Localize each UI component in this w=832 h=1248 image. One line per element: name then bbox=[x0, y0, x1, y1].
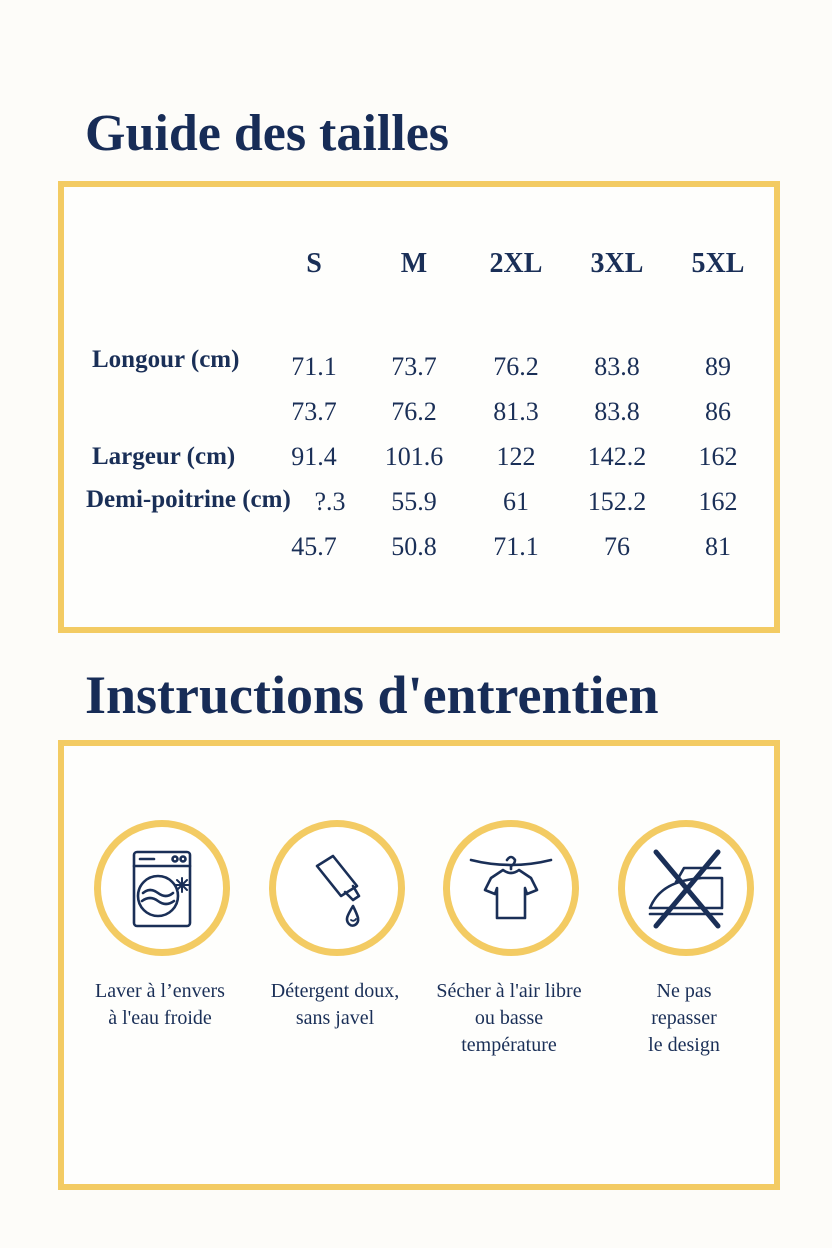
table-cell: 76.2 bbox=[391, 397, 437, 426]
hang-dry-shirt-icon bbox=[461, 838, 561, 938]
care-label-line: Ne pas bbox=[656, 980, 712, 1002]
table-cell: 142.2 bbox=[587, 442, 647, 471]
care-label-line: à l'eau froide bbox=[108, 1007, 212, 1029]
table-cell: 50.8 bbox=[391, 532, 437, 561]
table-cell: 86 bbox=[705, 397, 731, 426]
column-header-m: M bbox=[400, 248, 428, 279]
row-label-longueur: Longour (cm) bbox=[92, 346, 240, 373]
care-label-wash bbox=[70, 978, 250, 1032]
care-icon-circle bbox=[94, 820, 230, 956]
care-icon-circle bbox=[618, 820, 754, 956]
column-header-2xl: 2XL bbox=[489, 248, 543, 279]
row-label-largeur: Largeur (cm) bbox=[92, 443, 236, 470]
care-label-line: ou basse bbox=[474, 1007, 544, 1029]
washing-machine-cold-icon bbox=[112, 838, 212, 938]
care-label-line: température bbox=[461, 1034, 557, 1056]
table-cell: 81.3 bbox=[493, 397, 539, 426]
care-label-detergent bbox=[245, 978, 425, 1032]
table-cell: 55.9 bbox=[391, 487, 437, 516]
table-cell: 162 bbox=[698, 442, 738, 471]
table-cell: 89 bbox=[705, 352, 731, 381]
table-cell: ?.3 bbox=[314, 487, 346, 516]
care-label-no-iron bbox=[594, 978, 774, 1059]
column-header-s: S bbox=[306, 248, 322, 279]
table-cell: 76 bbox=[604, 532, 630, 561]
table-cell: 91.4 bbox=[291, 442, 337, 471]
table-cell: 71.1 bbox=[493, 532, 539, 561]
table-cell: 162 bbox=[698, 487, 738, 516]
size-guide-panel bbox=[58, 181, 780, 633]
column-header-5xl: 5XL bbox=[691, 248, 745, 279]
table-cell: 76.2 bbox=[493, 352, 539, 381]
care-label-line: Détergent doux, bbox=[270, 980, 400, 1002]
care-label-line: le design bbox=[648, 1034, 720, 1056]
column-header-3xl: 3XL bbox=[590, 248, 644, 279]
table-cell: 122 bbox=[496, 442, 536, 471]
table-cell: 83.8 bbox=[594, 352, 640, 381]
care-icon-circle bbox=[269, 820, 405, 956]
table-cell: 61 bbox=[503, 487, 529, 516]
row-label-demi-poitrine: Demi-poitrine (cm) bbox=[86, 486, 291, 513]
no-iron-icon bbox=[636, 838, 736, 938]
table-cell: 81 bbox=[705, 532, 731, 561]
care-label-line: sans javel bbox=[295, 1007, 375, 1029]
table-cell: 152.2 bbox=[587, 487, 647, 516]
size-guide-title: Guide des tailles bbox=[85, 105, 450, 162]
care-label-line: Laver à l’envers bbox=[95, 980, 225, 1002]
care-icon-circle bbox=[443, 820, 579, 956]
detergent-bottle-icon bbox=[287, 838, 387, 938]
table-cell: 83.8 bbox=[594, 397, 640, 426]
table-cell: 73.7 bbox=[391, 352, 437, 381]
table-cell: 101.6 bbox=[384, 442, 444, 471]
care-instructions-panel bbox=[58, 740, 780, 1190]
care-instructions-title: Instructions d'entrentien bbox=[85, 665, 659, 725]
care-label-line: Sécher à l'air libre bbox=[436, 980, 582, 1002]
care-label-dry bbox=[419, 978, 599, 1059]
table-cell: 45.7 bbox=[291, 532, 337, 561]
table-cell: 73.7 bbox=[291, 397, 337, 426]
table-cell: 71.1 bbox=[291, 352, 337, 381]
care-label-line: repasser bbox=[651, 1007, 717, 1029]
